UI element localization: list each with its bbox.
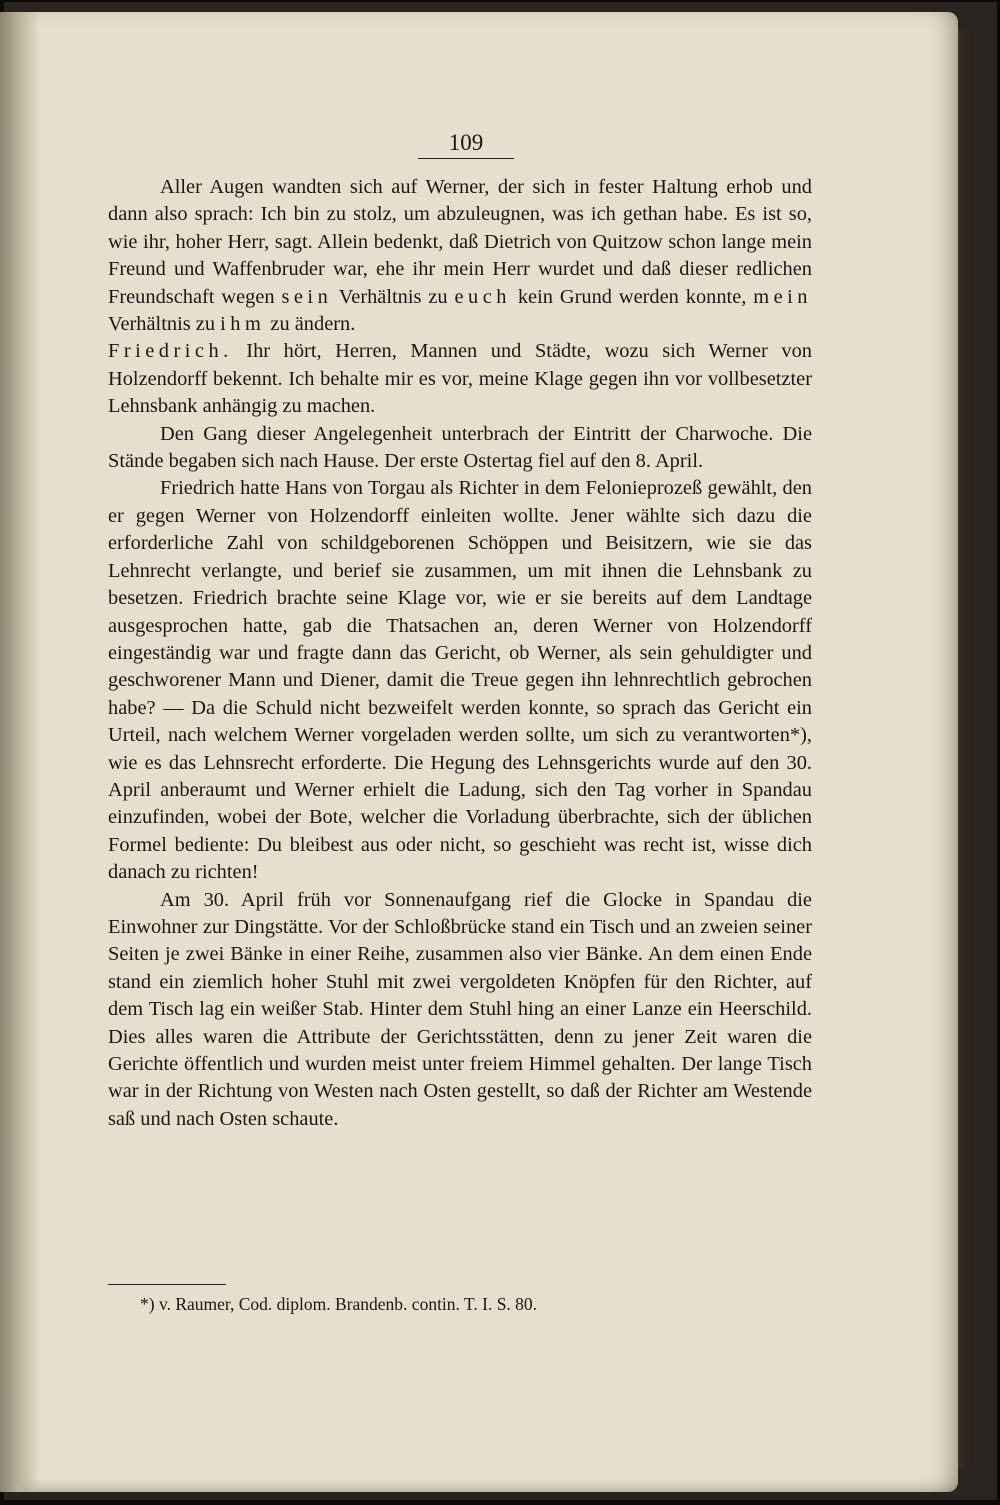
- paragraph-text: Verhältnis zu: [332, 285, 455, 308]
- paragraph-text: kein Grund werden konnte,: [510, 285, 754, 308]
- paragraph: [108, 338, 812, 420]
- paragraph: [108, 174, 812, 338]
- footnote-rule: [108, 1284, 226, 1285]
- emphasis-text: mein: [753, 285, 812, 308]
- paragraph: Den Gang dieser Angelegenheit unterbrach der Eintritt der Charwoche. Die Stände begaben sich nach Hause. Der erste Ostertag fiel auf den 8. April.: [108, 422, 812, 473]
- paragraph-text: Verhältnis zu: [108, 313, 221, 336]
- page-number: 109: [448, 130, 484, 155]
- page-number-rule: [418, 158, 514, 159]
- emphasis-text: sein: [281, 285, 333, 308]
- speaker-name: Friedrich.: [108, 340, 233, 363]
- emphasis-text: euch: [454, 285, 511, 308]
- paragraph-text: Ihr hört, Herren, Mannen und Städte, wozu sich Werner von Holzendorff bekennt. Ich behalte mir es vor, meine Klage gegen ihn vor vollbesetzter Lehnsbank anhängig zu machen.: [108, 340, 812, 418]
- body-text: [108, 174, 812, 1133]
- paragraph-text: zu ändern.: [265, 313, 356, 336]
- paragraph: Friedrich hatte Hans von Torgau als Richter in dem Felonieprozeß gewählt, den er gegen Werner von Holzendorff einleiten wollte. Jener wählte sich dazu die erforderliche Zahl von schildgeborenen Schöppen und Beisitzern, wie sie das Lehnrecht verlangte, und berief sie zusammen, um mit ihnen die Lehnsbank zu besetzen. Friedrich brachte seine Klage vor, wie er sie bereits auf dem Landtage ausgesprochen hatte, gab die Thatsachen an, deren Werner von Holzendorff eingeständig war und fragte dann das Gericht, ob Werner, als sein gehuldigter und geschworener Mann und Diener, damit die Treue gegen ihn lehnrechtlich gebrochen habe? — Da die Schuld nicht bezweifelt werden konnte, so sprach das Gericht ein Urteil, nach welchem Werner vorgeladen werden sollte, um sich zu verantworten*), wie es das Lehnsrecht erforderte. Die Hegung des Lehnsgerichts wurde auf den 30. April anberaumt und Werner erhielt die Ladung, sich den Tag vorher in Spandau einzufinden, wobei der Bote, welcher die Vorladung überbrachte, sich der üblichen Formel bediente: Du bleibest aus oder nicht, so geschieht was recht ist, wisse dich danach zu richten!: [108, 477, 812, 884]
- paragraph: Am 30. April früh vor Sonnenaufgang rief die Glocke in Spandau die Einwohner zur Dingstätte. Vor der Schloßbrücke stand ein Tisch und an zweien seiner Seiten je zwei Bänke in einer Reihe, zusammen also vier Bänke. An dem einen Ende stand ein ziemlich hoher Stuhl mit zwei vergoldeten Knöpfen für den Richter, auf dem Tisch lag ein weißer Stab. Hinter dem Stuhl hing an einer Lanze ein Heerschild. Dies alles waren die Attribute der Gerichtsstätten, denn zu jener Zeit waren die Gerichte öffentlich und wurden meist unter freiem Himmel gehalten. Der lange Tisch war in der Richtung von Westen nach Osten gestellt, so daß der Richter am Westende saß und nach Osten schaute.: [108, 888, 812, 1130]
- paragraph-text: Aller Augen wandten sich auf Werner, der sich in fester Haltung erhob und dann also sprach: Ich bin zu stolz, um abzuleugnen, was ich gethan habe. Es ist so, wie ihr, hoher Herr, sagt. Allein bedenkt, daß Dietrich von Quitzow schon lange mein Freund und Waffenbruder war, ehe ihr mein Herr wurdet und daß dieser redlichen Freundschaft wegen: [108, 176, 812, 308]
- emphasis-text: ihm: [220, 313, 266, 336]
- page-gutter-shadow: [0, 12, 40, 1492]
- footnote: *) v. Raumer, Cod. diplom. Brandenb. contin. T. I. S. 80.: [140, 1294, 538, 1314]
